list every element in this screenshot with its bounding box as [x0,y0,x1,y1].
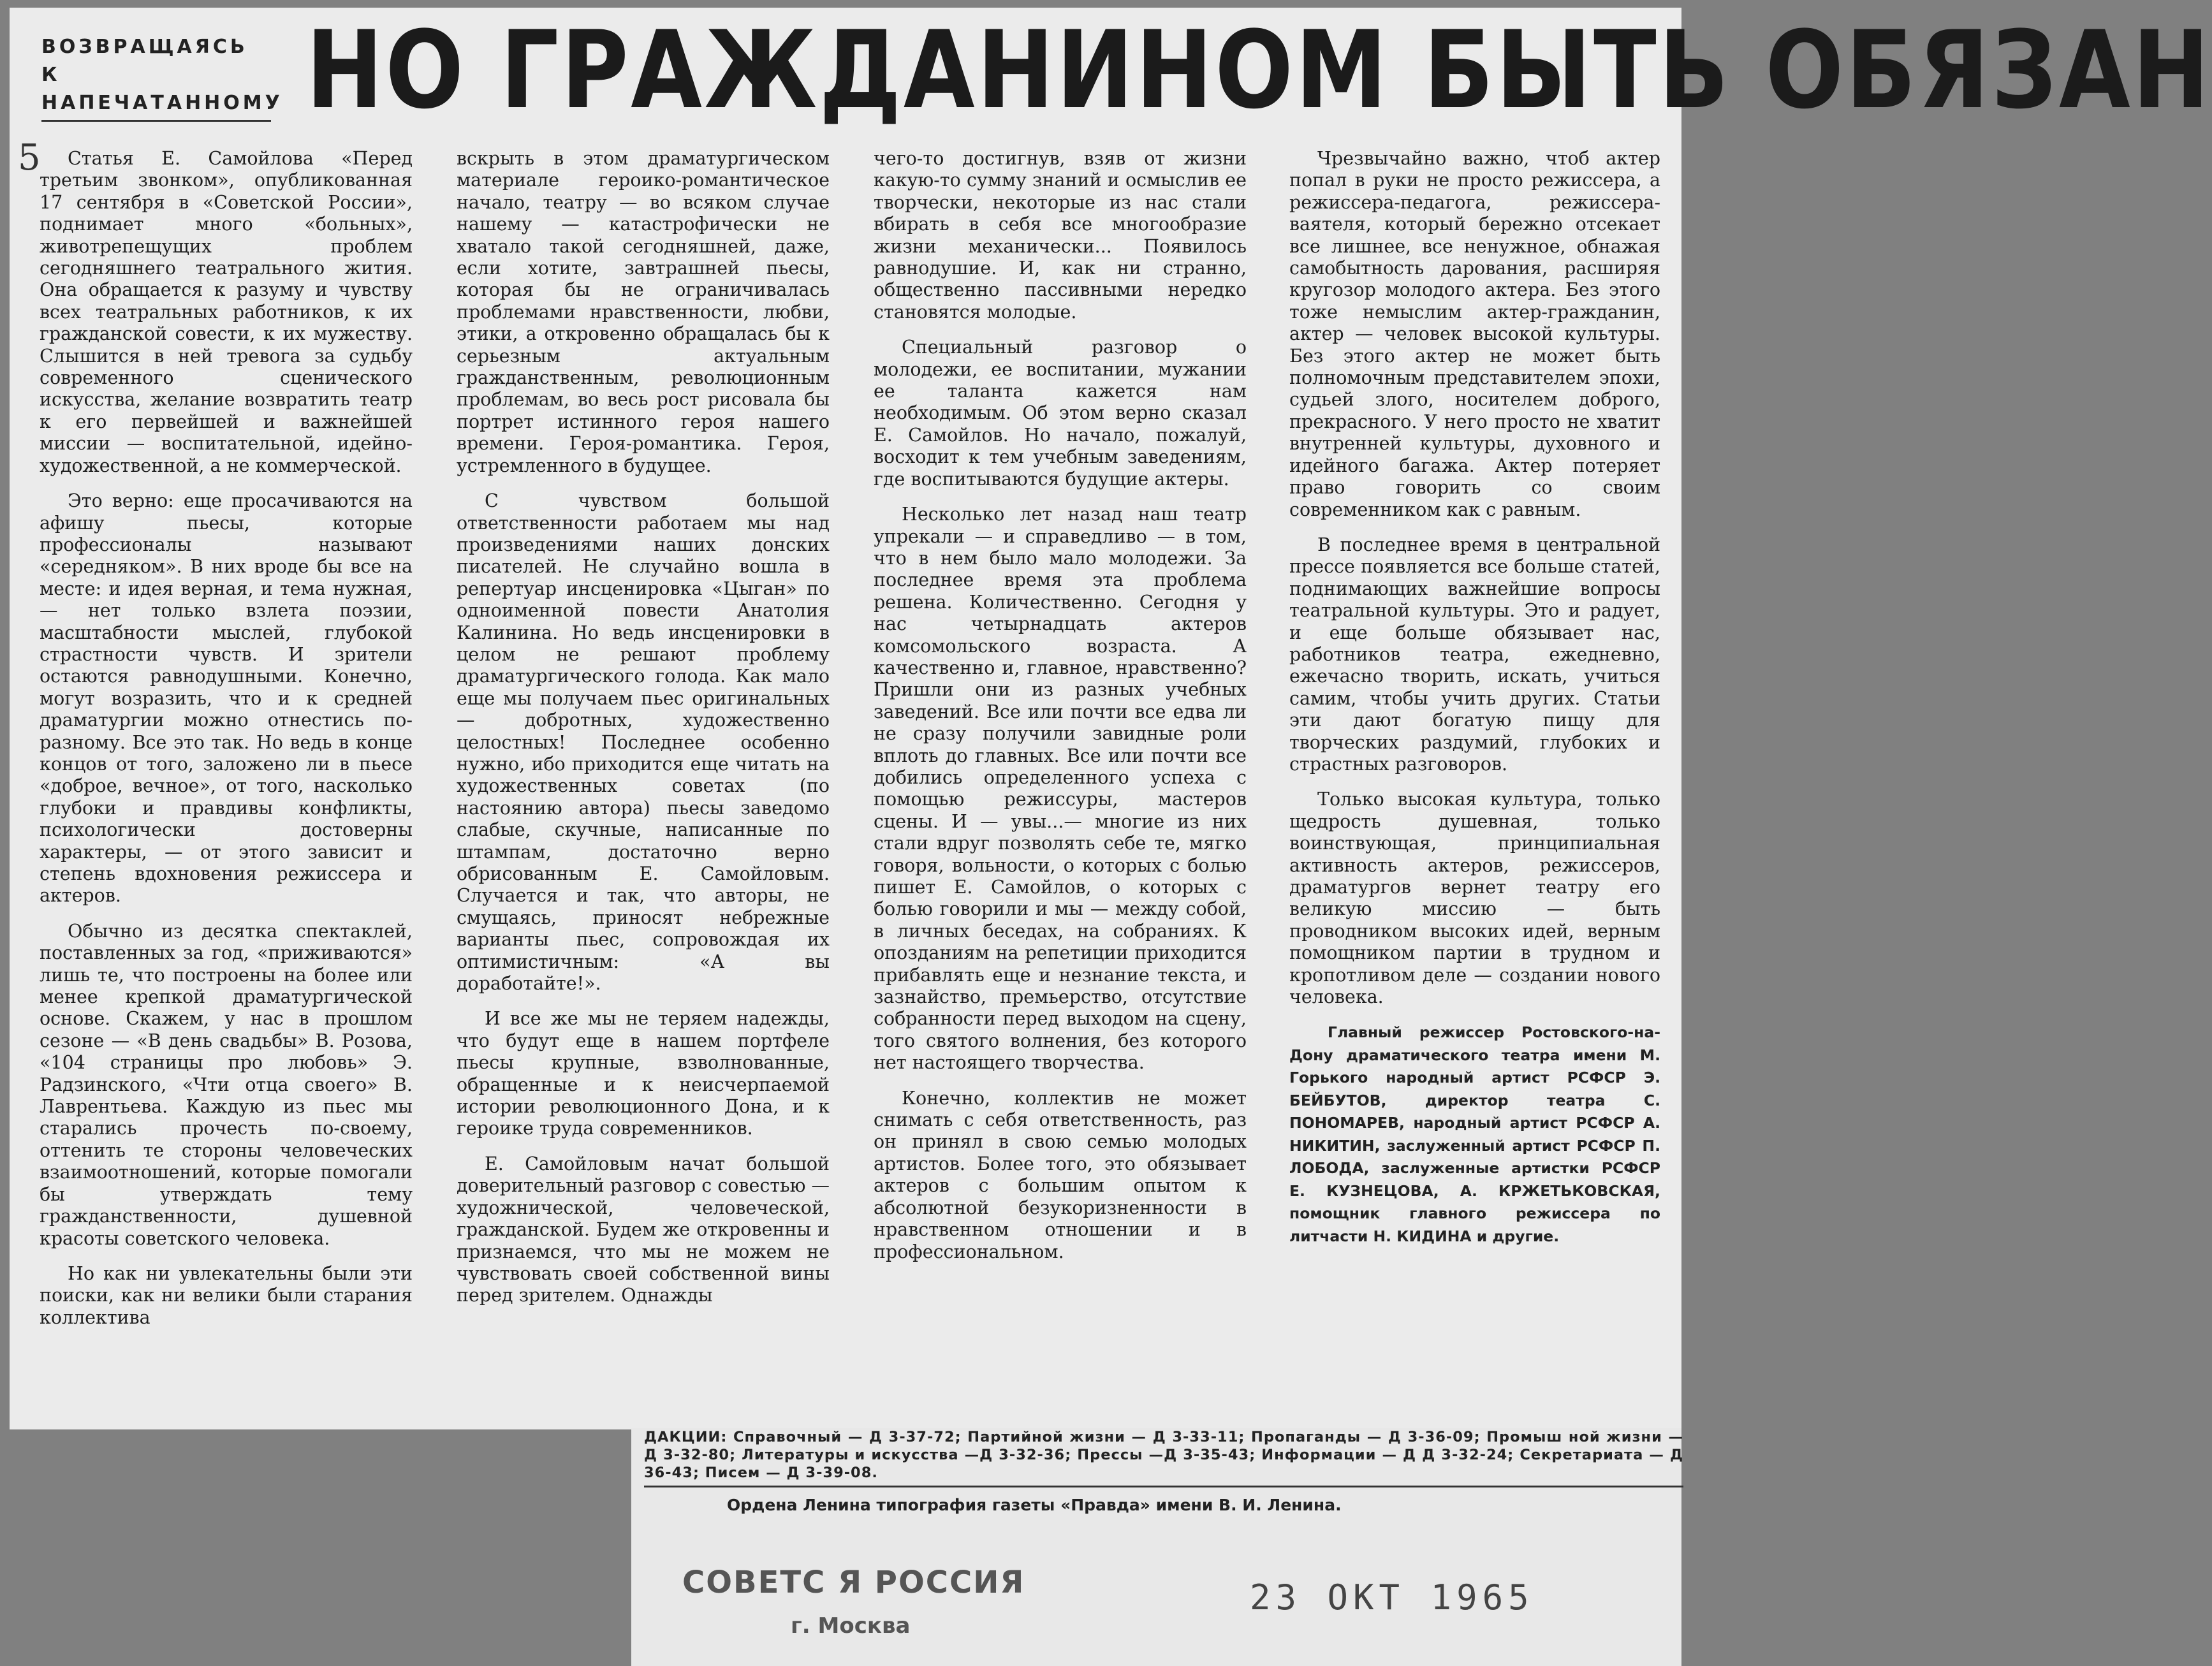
paragraph: В последнее время в центральной прессе появляется все больше статей, поднимающих важнейшие вопросы театральной культуры. Это и радует, и еще больше обязывает нас, работников театра, ежедневно, ежечасно творить, искать, учиться самим, чтобы учить других. Статьи эти дают богатую пищу для творческих раздумий, глубоких и страстных разговоров. [1289,534,1660,775]
stamp-city: г. Москва [791,1613,911,1639]
paragraph: вскрыть в этом драматургическом материале героико-романтическое начало, театру — во всяком случае нашему — катастрофически не хватало такой сегодняшней, даже, если хотите, завтрашней пьесы, которая бы не ограничивалась проблемами нравственности, любви, этики, а откровенно обращалась бы к серьезным актуальным гражданственным, революционным проблемам, во весь рост рисовала бы портрет истинного героя нашего времени. Героя-романтика. Героя, устремленного в будущее. [457,148,830,476]
column-3 [874,148,1247,1276]
paragraph: Это верно: еще просачиваются на афишу пьесы, которые профессионалы называют «середняком». В них вроде бы все на месте: и идея верная, и тема нужная,— нет только взлета поэзии, масштабности мыслей, глубокой страстности чувств. И зрители остаются равнодушными. Конечно, могут возразить, что и к средней драматургии можно отнестись по-разному. Все это так. Но ведь в конце концов от того, заложено ли в пьесе «доброе, вечное», от того, насколько глубоки и правдивы конфликты, психологически достоверны характеры, — от этого зависит и степень вдохновения режиссера и актеров. [40,490,413,907]
paragraph: Статья Е. Самойлова «Перед третьим звонком», опубликованная 17 сентября в «Советской России», поднимает много «больных», животрепещущих проблем сегодняшнего театрального жития. Она обращается к разуму и чувству всех театральных работников, к их гражданской совести, к их мужеству. Слышится в ней тревога за судьбу современного сценического искусства, желание возвратить театр к его первейшей и важнейшей миссии — воспитательной, идейно-художественной, а не коммерческой. [40,148,413,476]
paragraph: И все же мы не теряем надежды, что будут еще в нашем портфеле пьесы крупные, взволнованные, обращенные и к неисчерпаемой истории революционного Дона, и к героике труда современников. [457,1008,830,1139]
paragraph: Только высокая культура, только щедрость душевная, только воинствующая, принципиальная активность актеров, режиссеров, драматургов вернет театру его великую миссию — быть проводником высоких идей, верным помощником партии в трудном и кропотливом деле — создании нового человека. [1289,789,1660,1008]
rubric-line-2: К НАПЕЧАТАННОМУ [41,64,283,114]
printer-line: Ордена Ленина типография газеты «Правда» имени В. И. Ленина. [727,1496,1342,1514]
rubric-line-1: ВОЗВРАЩАЯСЬ [41,36,248,58]
margin-mark: 5 [18,137,41,179]
paragraph: Специальный разговор о молодежи, ее воспитании, мужании ее таланта кажется нам необходимым. Об этом верно сказал Е. Самойлов. Но начало, пожалуй, восходит к тем учебным заведениям, где воспитываются будущие актеры. [874,337,1247,490]
paragraph: чего-то достигнув, взяв от жизни какую-то сумму знаний и осмыслив ее творчески, некоторые из нас стали вбирать в себя все многообразие жизни механически... Появилось равнодушие. И, как ни странно, общественно пассивными нередко становятся молодые. [874,148,1247,323]
paragraph: Но как ни увлекательны были эти поиски, как ни велики были старания коллектива [40,1262,413,1328]
paragraph: Конечно, коллектив не может снимать с себя ответственность, раз он принял в свою семью молодых артистов. Более того, это обязывает актеров с большим опытом к абсолютной безукоризненности в нравственном отношении и в профессиональном. [874,1087,1247,1262]
column-4 [1289,148,1660,1248]
paragraph: С чувством большой ответственности работаем мы над произведениями наших донских писателей. Не случайно вошла в репертуар инсценировка «Цыган» по одноименной повести Анатолия Калинина. Но ведь инсценировки в целом не решают проблему драматургического голода. Как мало еще мы получаем пьес оригинальных — добротных, художественно целостных! Последнее особенно нужно, ибо приходится еще читать на художественных советах (по настоянию автора) пьесы заведомо слабые, скучные, написанные по штампам, достаточно верно обрисованным Е. Самойловым. Случается и так, что авторы, не смущаясь, приносят небрежные варианты пьес, сопровождая их оптимистичным: «А вы доработайте!». [457,490,830,995]
editorial-phones: ДАКЦИИ: Справочный — Д 3-37-72; Партийной жизни — Д 3-33-11; Пропаганды — Д 3-36-09; Промыш ной жизни — Д 3-32-80; Литературы и искусства —Д 3-32-36; Прессы —Д 3-35-43; Информации — Д Д 3-32-24; Секретариата — Д 36-43; Писем — Д 3-39-08. [644,1428,1683,1487]
rubric-rule [41,120,271,122]
column-2 [457,148,830,1320]
paragraph: Обычно из десятка спектаклей, поставленных за год, «приживаются» лишь те, что построены на более или менее крепкой драматургической основе. Скажем, у нас в прошлом сезоне — «В день свадьбы» В. Розова, «104 страницы про любовь» Э. Радзинского, «Чти отца своего» В. Лаврентьева. Каждую из пьес мы старались прочесть по-своему, оттенить те стороны человеческих взаимоотношений, которые помогали бы утверждать тему гражданственности, душевной красоты советского человека. [40,920,413,1249]
rubric [41,33,283,122]
signature: Главный режиссер Ростовского-на-Дону драматического театра имени М. Горького народный артист РСФСР Э. БЕЙБУТОВ, директор театра С. ПОНОМАРЕВ, народный артист РСФСР А. НИКИТИН, заслуженный артист РСФСР П. ЛОБОДА, заслуженные артистки РСФСР Е. КУЗНЕЦОВА, А. КРЖЕТЬКОВСКАЯ, помощник главного режиссера по литчасти Н. КИДИНА и другие. [1289,1023,1660,1245]
stamp-date: 23 ОКТ 1965 [1250,1577,1534,1618]
column-1 [40,148,413,1342]
paragraph: Несколько лет назад наш театр упрекали — и справедливо — в том, что в нем было мало молодежи. За последнее время эта проблема решена. Количественно. Сегодня у нас четырнадцать актеров комсомольского возраста. А качественно и, главное, нравственно? Пришли они из разных учебных заведений. Все или почти все едва ли не сразу получили завидные роли вплоть до главных. Все или почти все добились определенного успеха с помощью режиссуры, мастеров сцены. И — увы...— многие из них стали вдруг позволять себе те, мягко говоря, вольности, о которых с болью пишет Е. Самойлов, о которых с болью говорили и мы — между собой, в личных беседах, на собраниях. К опозданиям на репетиции приходится прибавлять еще и незнание текста, и зазнайство, премьерство, отсутствие собранности перед выходом на сцену, того святого волнения, без которого нет настоящего творчества. [874,504,1247,1074]
paragraph: Е. Самойловым начат большой доверительный разговор с совестью — художнической, человеческой, гражданской. Будем же откровенны и признаемся, что мы не можем не чувствовать своей собственной вины перед зрителем. Однажды [457,1153,830,1306]
headline: НО ГРАЖДАНИНОМ БЫТЬ ОБЯЗАН [306,8,2212,133]
paragraph: Чрезвычайно важно, чтоб актер попал в руки не просто режиссера, а режиссера-педагога, режиссера-ваятеля, который бережно отсекает все лишнее, все ненужное, обнажая самобытность дарования, расширяя кругозор молодого актера. Без этого тоже немыслим актер-гражданин, актер — человек высокой культуры. Без этого актер не может быть полномочным представителем эпохи, судьей злого, носителем доброго, прекрасного. У него просто не хватит внутренней культуры, духовного и идейного багажа. Актер потеряет право говорить со своим современником как с равным. [1289,148,1660,520]
stamp-newspaper-name: СОВЕТС Я РОССИЯ [682,1565,1025,1600]
